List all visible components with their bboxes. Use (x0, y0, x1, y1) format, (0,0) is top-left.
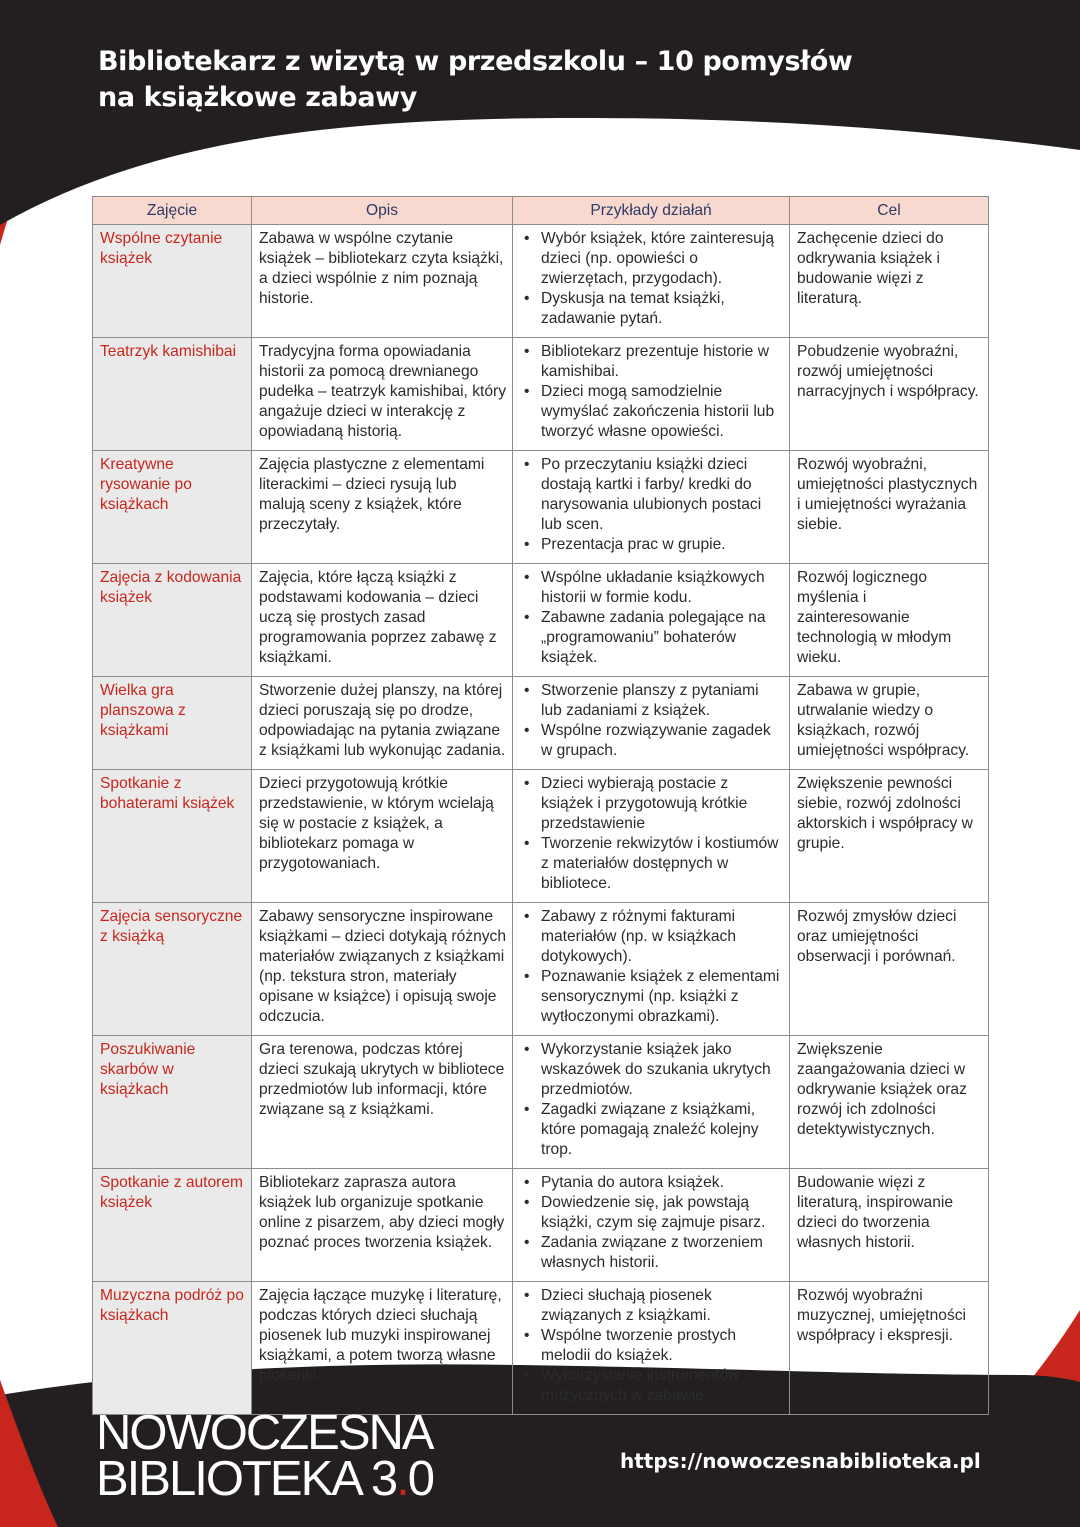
activity-cell: Poszukiwanie skarbów w książkach (93, 1036, 252, 1169)
table-row (93, 338, 989, 451)
goal-cell: Rozwój wyobraźni, umiejętności plastycznych i umiejętności wyrażania siebie. (790, 451, 989, 564)
examples-cell (513, 770, 790, 903)
example-item: • Dzieci wybierają postacie z książek i przygotowują krótkie przedstawienie (520, 774, 783, 834)
examples-cell (513, 903, 790, 1036)
examples-list (520, 455, 783, 555)
examples-cell (513, 677, 790, 770)
table-row (93, 677, 989, 770)
examples-cell (513, 451, 790, 564)
goal-cell: Zwiększenie pewności siebie, rozwój zdolności aktorskich i współpracy w grupie. (790, 770, 989, 903)
examples-cell (513, 225, 790, 338)
example-item: • Zagadki związane z książkami, które pomagają znaleźć kolejny trop. (520, 1100, 783, 1160)
example-item: • Wspólne tworzenie prostych melodii do książek. (520, 1326, 783, 1366)
examples-list (520, 681, 783, 761)
logo-line-1: NOWOCZESNA (96, 1406, 433, 1460)
description-cell: Stworzenie dużej planszy, na której dzieci poruszają się po drodze, odpowiadając na pytania związane z książkami lub wykonując zadania. (252, 677, 513, 770)
examples-list (520, 1173, 783, 1273)
goal-cell: Rozwój logicznego myślenia i zainteresowanie technologią w młodym wieku. (790, 564, 989, 677)
table-row (93, 451, 989, 564)
logo-line-2-text: BIBLIOTEKA 3 (96, 1452, 397, 1506)
column-header-activity: Zajęcie (93, 197, 252, 225)
example-item: • Wybór książek, które zainteresują dzieci (np. opowieści o zwierzętach, przygodach). (520, 229, 783, 289)
examples-list (520, 1040, 783, 1160)
activity-cell: Zajęcia z kodowania książek (93, 564, 252, 677)
example-item: • Zadania związane z tworzeniem własnych historii. (520, 1233, 783, 1273)
table-row (93, 1169, 989, 1282)
description-cell: Zajęcia plastyczne z elementami literackimi – dzieci rysują lub malują sceny z książek, które przeczytały. (252, 451, 513, 564)
example-item: • Wspólne układanie książkowych historii w formie kodu. (520, 568, 783, 608)
example-item: • Po przeczytaniu książki dzieci dostają kartki i farby/ kredki do narysowania ulubionych postaci lub scen. (520, 455, 783, 535)
example-item: • Pytania do autora książek. (520, 1173, 783, 1193)
description-cell: Gra terenowa, podczas której dzieci szukają ukrytych w bibliotece przedmiotów lub informacji, które związane są z książkami. (252, 1036, 513, 1169)
examples-list (520, 229, 783, 329)
activity-cell: Muzyczna podróż po książkach (93, 1282, 252, 1415)
example-item: • Dyskusja na temat książki, zadawanie pytań. (520, 289, 783, 329)
description-cell: Zajęcia, które łączą książki z podstawami kodowania – dzieci uczą się prostych zasad programowania poprzez zabawę z książkami. (252, 564, 513, 677)
activity-cell: Wspólne czytanie książek (93, 225, 252, 338)
example-item: • Bibliotekarz prezentuje historie w kamishibai. (520, 342, 783, 382)
examples-list (520, 774, 783, 894)
examples-list (520, 1286, 783, 1406)
goal-cell: Rozwój wyobraźni muzycznej, umiejętności współpracy i ekspresji. (790, 1282, 989, 1415)
logo-line-2-end: 0 (407, 1452, 433, 1506)
example-item: • Wykorzystanie książek jako wskazówek do szukania ukrytych przedmiotów. (520, 1040, 783, 1100)
examples-cell (513, 338, 790, 451)
description-cell: Zabawa w wspólne czytanie książek – bibliotekarz czyta książki, a dzieci wspólnie z nim poznają historie. (252, 225, 513, 338)
table-header-row (93, 197, 989, 225)
examples-cell (513, 1169, 790, 1282)
table-row (93, 1282, 989, 1415)
activity-cell: Wielka gra planszowa z książkami (93, 677, 252, 770)
page-title: Bibliotekarz z wizytą w przedszkolu – 10 pomysłów na książkowe zabawy (98, 46, 853, 113)
example-item: • Poznawanie książek z elementami sensorycznymi (np. książki z wytłoczonymi obrazkami). (520, 967, 783, 1027)
example-item: • Dowiedzenie się, jak powstają książki, czym się zajmuje pisarz. (520, 1193, 783, 1233)
goal-cell: Rozwój zmysłów dzieci oraz umiejętności obserwacji i porównań. (790, 903, 989, 1036)
column-header-examples: Przykłady działań (513, 197, 790, 225)
table-row (93, 564, 989, 677)
example-item: • Wykorzystanie instrumentów muzycznych w zabawie. (520, 1366, 783, 1406)
goal-cell: Zachęcenie dzieci do odkrywania książek i budowanie więzi z literaturą. (790, 225, 989, 338)
table-row (93, 225, 989, 338)
website-link[interactable]: https://nowoczesnabiblioteka.pl (620, 1449, 981, 1473)
goal-cell: Pobudzenie wyobraźni, rozwój umiejętności narracyjnych i współpracy. (790, 338, 989, 451)
description-cell: Zajęcia łączące muzykę i literaturę, podczas których dzieci słuchają piosenek lub muzyki inspirowanej książkami, a potem tworzą własne piosenki. (252, 1282, 513, 1415)
activities-table (92, 196, 989, 1415)
examples-list (520, 342, 783, 442)
table-row (93, 770, 989, 903)
activity-cell: Zajęcia sensoryczne z książką (93, 903, 252, 1036)
example-item: • Wspólne rozwiązywanie zagadek w grupach. (520, 721, 783, 761)
example-item: • Zabawy z różnymi fakturami materiałów (np. w książkach dotykowych). (520, 907, 783, 967)
examples-cell (513, 1282, 790, 1415)
table-row (93, 903, 989, 1036)
description-cell: Dzieci przygotowują krótkie przedstawienie, w którym wcielają się w postacie z książek, a bibliotekarz pomaga w przygotowaniach. (252, 770, 513, 903)
activity-cell: Kreatywne rysowanie po książkach (93, 451, 252, 564)
logo-line-2 (96, 1452, 433, 1506)
table-row (93, 1036, 989, 1169)
goal-cell: Zwiększenie zaangażowania dzieci w odkrywanie książek oraz rozwój ich zdolności detektywistycznych. (790, 1036, 989, 1169)
example-item: • Tworzenie rekwizytów i kostiumów z materiałów dostępnych w bibliotece. (520, 834, 783, 894)
description-cell: Zabawy sensoryczne inspirowane książkami – dzieci dotykają różnych materiałów związanych z książkami (np. tekstura stron, materiały opisane w książce) i opisują swoje odczucia. (252, 903, 513, 1036)
goal-cell: Zabawa w grupie, utrwalanie wiedzy o książkach, rozwój umiejętności współpracy. (790, 677, 989, 770)
example-item: • Prezentacja prac w grupie. (520, 535, 783, 555)
examples-list (520, 907, 783, 1027)
description-cell: Tradycyjna forma opowiadania historii za pomocą drewnianego pudełka – teatrzyk kamishibai, który angażuje dzieci w interakcję z opowiadaną historią. (252, 338, 513, 451)
activity-cell: Spotkanie z autorem książek (93, 1169, 252, 1282)
column-header-description: Opis (252, 197, 513, 225)
example-item: • Zabawne zadania polegające na „programowaniu” bohaterów książek. (520, 608, 783, 668)
example-item: • Stworzenie planszy z pytaniami lub zadaniami z książek. (520, 681, 783, 721)
examples-cell (513, 564, 790, 677)
goal-cell: Budowanie więzi z literaturą, inspirowanie dzieci do tworzenia własnych historii. (790, 1169, 989, 1282)
example-item: • Dzieci słuchają piosenek związanych z książkami. (520, 1286, 783, 1326)
examples-list (520, 568, 783, 668)
logo-dot: . (396, 1452, 408, 1506)
examples-cell (513, 1036, 790, 1169)
activity-cell: Teatrzyk kamishibai (93, 338, 252, 451)
description-cell: Bibliotekarz zaprasza autora książek lub organizuje spotkanie online z pisarzem, aby dzieci mogły poznać proces tworzenia książek. (252, 1169, 513, 1282)
column-header-goal: Cel (790, 197, 989, 225)
logo (96, 1406, 433, 1506)
activity-cell: Spotkanie z bohaterami książek (93, 770, 252, 903)
example-item: • Dzieci mogą samodzielnie wymyślać zakończenia historii lub tworzyć własne opowieści. (520, 382, 783, 442)
